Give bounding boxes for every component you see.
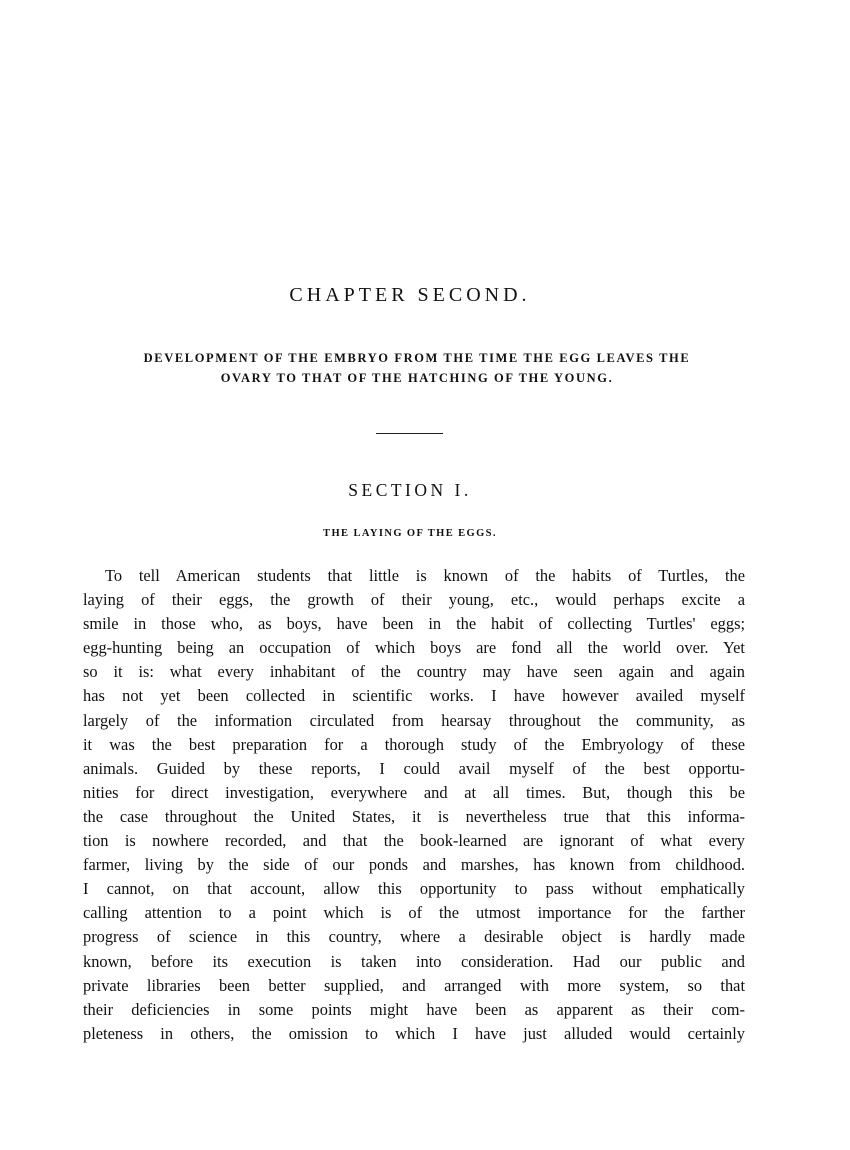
body-line: pleteness in others, the omission to which I have just alluded would certainly [83, 1023, 745, 1043]
body-line: progress of science in this country, where a desirable object is hardly made [83, 927, 745, 947]
section-divider-rule [376, 433, 443, 434]
section-title: SECTION I. [348, 480, 472, 500]
body-line: known, before its execution is taken into consideration. Had our public and [83, 951, 745, 971]
body-line: tion is nowhere recorded, and that the book-learned are ignorant of what every [83, 831, 745, 851]
body-line: their deficiencies in some points might have been as apparent as their com- [83, 999, 745, 1019]
body-line: egg-hunting being an occupation of which boys are fond all the world over. Yet [83, 638, 745, 658]
body-line: it was the best preparation for a thorough study of the Embryology of these [83, 734, 745, 754]
body-line: smile in those who, as boys, have been in the habit of collecting Turtles' eggs; [83, 614, 745, 634]
body-line: farmer, living by the side of our ponds and marshes, has known from childhood. [83, 855, 745, 875]
body-line: animals. Guided by these reports, I could avail myself of the best opportu- [83, 758, 745, 778]
body-paragraph [83, 564, 745, 1046]
body-line: the case throughout the United States, it is nevertheless true that this informa- [83, 806, 745, 826]
body-line: largely of the information circulated from hearsay throughout the community, as [83, 710, 745, 730]
chapter-subtitle [72, 348, 762, 388]
body-line: nities for direct investigation, everywhere and at all times. But, though this be [83, 782, 745, 802]
chapter-subtitle-line-1: DEVELOPMENT OF THE EMBRYO FROM THE TIME THE EGG LEAVES THE [143, 351, 691, 365]
body-line: To tell American students that little is known of the habits of Turtles, the [105, 566, 745, 585]
body-line: so it is: what every inhabitant of the country may have seen again and again [83, 662, 745, 682]
body-line: private libraries been better supplied, and arranged with more system, so that [83, 975, 745, 995]
section-subtitle: THE LAYING OF THE EGGS. [323, 528, 497, 539]
body-line: has not yet been collected in scientific works. I have however availed myself [83, 686, 745, 706]
body-line: calling attention to a point which is of the utmost importance for the farther [83, 903, 745, 923]
chapter-title: CHAPTER SECOND. [289, 284, 531, 306]
body-line: I cannot, on that account, allow this opportunity to pass without emphatically [83, 879, 745, 899]
body-line: laying of their eggs, the growth of their young, etc., would perhaps excite a [83, 590, 745, 610]
chapter-subtitle-line-2: OVARY TO THAT OF THE HATCHING OF THE YOUNG. [220, 371, 614, 385]
